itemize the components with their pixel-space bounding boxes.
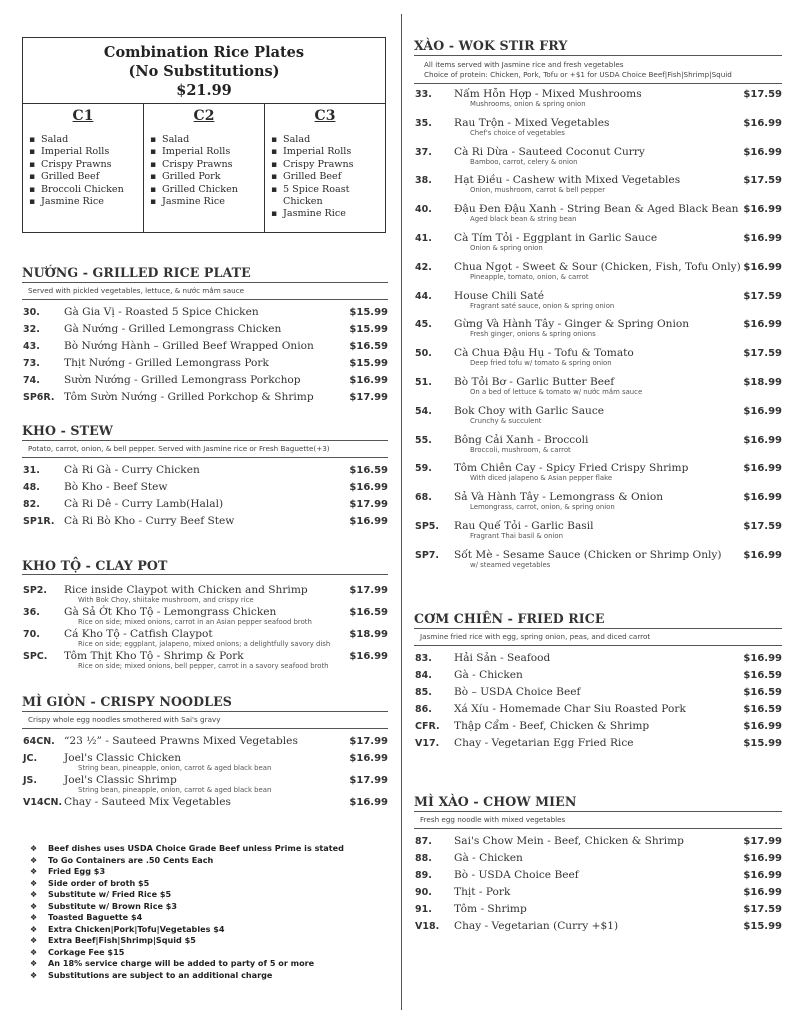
item-code: CFR. [415,721,440,732]
item-code: 36. [23,607,40,618]
section-title: NƯỚNG - GRILLED RICE PLATE [22,265,251,280]
item-name: Tôm - Shrimp [454,903,527,915]
item-name: Cà Tím Tỏi - Eggplant in Garlic Sauce [454,231,658,244]
item-code: 89. [415,870,432,881]
item-price: $16.59 [349,607,388,618]
item-name: Sả Và Hành Tây - Lemongrass & Onion [454,491,664,504]
item-name: Joel's Classic Shrimp [64,774,177,786]
section-chow-mien [414,793,782,937]
menu-item [22,464,388,481]
item-code: 41. [415,232,432,244]
combination-subtitle: (No Substitutions) [128,63,280,80]
item-price: $17.59 [743,290,782,302]
combo-item: ▪ Jasmine Rice [271,208,379,220]
item-code: 84. [415,670,432,681]
combo-item: ▪ Imperial Rolls [150,146,258,158]
item-description: Aged black bean & string bean [470,215,577,224]
menu-item [414,347,782,376]
menu-item [414,203,782,232]
item-name: Gà Nướng - Grilled Lemongrass Chicken [64,323,282,335]
note-item: ❖ Substitute w/ Brown Rice $3 [22,901,388,913]
combination-price: $21.99 [176,82,232,99]
menu-item [414,720,782,737]
combo-code: C1 [72,108,94,124]
item-name: Thịt Nướng - Grilled Lemongrass Pork [64,357,269,369]
item-name: Bò Nướng Hành – Grilled Beef Wrapped Onion [64,340,314,352]
section-title: MÌ XÀO - CHOW MIEN [414,794,577,809]
item-name: Chay - Vegetarian (Curry +$1) [454,920,619,932]
item-price: $16.59 [743,670,782,681]
item-code: JS. [23,775,37,786]
combo-item: ▪ Jasmine Rice [29,196,137,208]
item-description: Rice on side; mixed onions, bell pepper, carrot in a savory seafood broth [78,662,329,670]
item-price: $17.59 [743,520,782,532]
item-price: $16.99 [743,870,782,881]
item-code: V18. [415,921,440,932]
item-price: $16.99 [743,549,782,561]
section-note: Served with pickled vegetables, lettuce, & nước mắm sauce [22,282,388,300]
item-price: $16.59 [743,687,782,698]
item-description: w/ steamed vegetables [470,560,551,569]
combo-item: ▪ Imperial Rolls [29,146,137,158]
item-description: Onion & spring onion [470,243,543,252]
item-code: 68. [415,492,432,504]
section-title: CƠM CHIÊN - FRIED RICE [414,611,605,626]
item-name: Hạt Điều - Cashew with Mixed Vegetables [454,174,681,187]
item-price: $17.59 [743,175,782,187]
menu-item [414,737,782,754]
item-description: Fresh ginger, onions & spring onions [470,330,596,339]
item-name: Gà - Chicken [454,852,523,864]
item-description: Onion, mushroom, carrot & bell pepper [470,186,606,195]
item-price: $16.99 [349,482,388,493]
item-name: Xá Xíu - Homemade Char Siu Roasted Pork [454,703,686,715]
item-price: $17.59 [743,904,782,915]
item-code: V17. [415,738,440,749]
item-price: $16.99 [743,319,782,331]
item-code: JC. [23,753,38,764]
item-code: 86. [415,704,432,715]
item-name: Đậu Đen Đậu Xanh - String Bean & Aged Black Bean [454,203,739,216]
item-price: $16.99 [349,753,388,764]
item-code: 42. [415,261,432,273]
item-price: $15.99 [349,358,388,369]
item-price: $17.99 [743,836,782,847]
menu-item [22,498,388,515]
item-name: “23 ½” - Sauteed Prawns Mixed Vegetables [64,735,298,747]
combo-item: ▪ Grilled Beef [29,171,137,183]
combo-item: ▪ Jasmine Rice [150,196,258,208]
item-price: $17.99 [349,499,388,510]
item-name: Bò - USDA Choice Beef [454,869,579,881]
section-title: MÌ GIÒN - CRISPY NOODLES [22,694,232,709]
combination-plates-box [22,37,386,233]
menu-item [414,232,782,261]
combo-item: ▪ Salad [150,134,258,146]
section-title: KHO TỘ - CLAY POT [22,557,388,575]
menu-item [414,652,782,669]
menu-item [414,117,782,146]
item-code: 31. [23,465,40,476]
menu-item [22,735,388,752]
item-description: String bean, pineapple, onion, carrot & aged black bean [78,786,272,794]
combo-item: ▪ Grilled Pork [150,171,258,183]
item-description: Lemongrass, carrot, onion, & spring onion [470,503,615,512]
combo-column-c2 [143,104,264,232]
combo-item: ▪ Salad [271,134,379,146]
menu-item [414,405,782,434]
item-name: Rau Quế Tỏi - Garlic Basil [454,519,594,532]
combo-item: ▪ Imperial Rolls [271,146,379,158]
item-price: $15.99 [743,921,782,932]
note-item: ❖ An 18% service charge will be added to party of 5 or more [22,958,388,970]
item-code: 59. [415,463,432,475]
menu-item [22,515,388,532]
item-name: Thịt - Pork [454,886,511,898]
menu-item [414,434,782,463]
item-price: $16.99 [743,853,782,864]
combination-header [23,38,385,104]
item-code: 64CN. [23,736,55,747]
menu-item [22,650,388,672]
item-price: $16.99 [743,463,782,475]
item-name: Gừng Và Hành Tây - Ginger & Spring Onion [454,318,690,331]
item-name: Bông Cải Xanh - Broccoli [454,433,589,446]
menu-item [414,886,782,903]
section-grilled-rice-plate [22,264,388,408]
menu-item [414,703,782,720]
note-item: ❖ Extra Chicken|Pork|Tofu|Vegetables $4 [22,924,388,936]
section-note: Crispy whole egg noodles smothered with Sai's gravy [22,711,388,729]
menu-item [22,340,388,357]
item-code: SP7. [415,549,440,561]
item-price: $16.99 [743,405,782,417]
item-description: Pineapple, tomato, onion, & carrot [470,272,589,281]
combo-item: ▪ 5 Spice Roast Chicken [271,184,379,209]
item-price: $16.99 [743,653,782,664]
item-description: Fragrant Thai basil & onion [470,531,563,540]
item-name: Sườn Nướng - Grilled Lemongrass Porkchop [64,374,301,386]
item-price: $18.99 [349,629,388,640]
item-code: 83. [415,653,432,664]
combo-code: C2 [193,108,215,124]
menu-item [414,462,782,491]
item-price: $17.59 [743,89,782,100]
item-price: $16.99 [743,434,782,446]
menu-item [22,774,388,796]
menu-item [22,357,388,374]
section-fried-rice [414,610,782,754]
note-item: ❖ Substitutions are subject to an additional charge [22,970,388,982]
item-code: 48. [23,482,40,493]
item-name: Bò Kho - Beef Stew [64,481,168,493]
item-description: Chef's choice of vegetables [470,128,565,137]
menu-item [22,796,388,813]
item-name: Bò Tỏi Bơ - Garlic Butter Beef [454,375,615,388]
note-item: ❖ Corkage Fee $15 [22,947,388,959]
item-price: $16.99 [349,516,388,527]
item-name: Gà Gia Vị - Roasted 5 Spice Chicken [64,306,259,318]
item-code: SP1R. [23,516,55,527]
item-name: Rau Trộn - Mixed Vegetables [454,116,610,129]
item-name: Chay - Vegetarian Egg Fried Rice [454,737,634,749]
item-code: SP6R. [23,392,55,403]
item-price: $17.99 [349,585,388,596]
menu-item [414,852,782,869]
item-code: 87. [415,836,432,847]
item-description: String bean, pineapple, onion, carrot & aged black bean [78,764,272,772]
combo-item: ▪ Crispy Prawns [271,159,379,171]
item-description: Bamboo, carrot, celery & onion [470,157,578,166]
menu-notes [22,843,388,981]
item-price: $16.99 [743,721,782,732]
item-name: Gà - Chicken [454,669,523,681]
section-note: Potato, carrot, onion, & bell pepper. Served with Jasmine rice or Fresh Baguette(+3) [22,440,388,458]
item-name: Hải Sản - Seafood [454,652,551,664]
menu-item [414,835,782,852]
item-description: Rice on side; eggplant, jalapeno, mixed onions; a delightfully savory dish [78,640,331,648]
combo-item: ▪ Crispy Prawns [29,159,137,171]
item-name: Tôm Sườn Nướng - Grilled Porkchop & Shrimp [64,391,314,403]
item-code: 73. [23,358,40,369]
combo-code: C3 [314,108,336,124]
item-code: 37. [415,146,432,158]
section-wok-stir-fry [414,37,782,578]
item-name: Tôm Thịt Kho Tộ - Shrimp & Pork [64,650,244,662]
column-divider [401,14,402,1010]
menu-item [414,520,782,549]
menu-item [414,146,782,175]
item-name: Tôm Chiên Cay - Spicy Fried Crispy Shrimp [454,462,689,475]
note-item: ❖ Toasted Baguette $4 [22,912,388,924]
item-code: 54. [415,405,432,417]
section-note-line: All items served with Jasmine rice and fresh vegetables [424,60,624,69]
item-price: $17.99 [349,736,388,747]
menu-item [414,920,782,937]
item-name: Cà Ri Bò Kho - Curry Beef Stew [64,515,235,527]
item-name: Cà Ri Dừa - Sauteed Coconut Curry [454,145,645,158]
item-name: Nấm Hỗn Hợp - Mixed Mushrooms [454,88,642,100]
section-note: Jasmine fried rice with egg, spring onion, peas, and diced carrot [414,628,782,646]
note-item: ❖ To Go Containers are .50 Cents Each [22,855,388,867]
note-item: ❖ Fried Egg $3 [22,866,388,878]
item-description: Broccoli, mushroom, & carrot [470,445,571,454]
item-price: $17.99 [349,392,388,403]
menu-item [414,549,782,578]
menu-item [414,376,782,405]
item-description: Mushrooms, onion & spring onion [470,100,586,108]
item-name: Bò – USDA Choice Beef [454,686,581,698]
item-price: $17.99 [349,775,388,786]
item-name: Cá Kho Tộ - Catfish Claypot [64,628,213,640]
item-name: Rice inside Claypot with Chicken and Shrimp [64,584,308,596]
menu-item [22,323,388,340]
item-price: $15.99 [349,307,388,318]
item-code: 70. [23,629,40,640]
combo-item: ▪ Grilled Chicken [150,184,258,196]
item-price: $18.99 [743,376,782,388]
item-price: $15.99 [743,738,782,749]
menu-item [414,869,782,886]
item-code: 90. [415,887,432,898]
item-code: 38. [415,175,432,187]
item-price: $16.99 [743,117,782,129]
section-title: XÀO - WOK STIR FRY [414,38,568,53]
item-price: $16.99 [743,146,782,158]
item-name: House Chili Saté [454,289,545,302]
menu-item [414,174,782,203]
item-price: $16.59 [349,341,388,352]
item-name: Gà Sả Ớt Kho Tộ - Lemongrass Chicken [64,606,277,618]
section-note: Fresh egg noodle with mixed vegetables [414,811,782,829]
section-title: KHO - STEW [22,423,114,438]
item-code: SPC. [23,651,48,662]
item-code: 30. [23,307,40,318]
menu-item [414,669,782,686]
item-code: 33. [415,89,432,100]
item-code: 44. [415,290,432,302]
combo-column-c3 [264,104,385,232]
combo-column-c1 [23,104,143,232]
item-code: 50. [415,348,432,360]
item-price: $16.99 [349,375,388,386]
item-description: Fragrant saté sauce, onion & spring onion [470,301,615,310]
item-code: 45. [415,319,432,331]
item-name: Joel's Classic Chicken [64,752,182,764]
section-clay-pot [22,557,388,672]
menu-item [22,584,388,606]
menu-item [22,481,388,498]
item-code: 51. [415,376,432,388]
menu-item [414,491,782,520]
item-code: SP2. [23,585,48,596]
item-price: $17.59 [743,348,782,360]
note-item: ❖ Extra Beef|Fish|Shrimp|Squid $5 [22,935,388,947]
item-code: 74. [23,375,40,386]
menu-item [414,261,782,290]
item-code: 43. [23,341,40,352]
section-stew [22,422,388,532]
item-price: $16.99 [743,261,782,273]
note-item: ❖ Side order of broth $5 [22,878,388,890]
menu-item [414,686,782,703]
item-description: With diced jalapeno & Asian pepper flake [470,474,613,483]
menu-item [22,306,388,323]
combo-item: ▪ Grilled Beef [271,171,379,183]
item-name: Sai's Chow Mein - Beef, Chicken & Shrimp [454,835,684,847]
menu-item [414,903,782,920]
item-code: 91. [415,904,432,915]
combo-item: ▪ Broccoli Chicken [29,184,137,196]
menu-item [22,752,388,774]
menu-item [22,606,388,628]
item-code: SP5. [415,520,440,532]
item-description: Rice on side; mixed onions, carrot in an Asian pepper seafood broth [78,618,312,626]
item-price: $16.99 [743,887,782,898]
section-note-line: Choice of protein: Chicken, Pork, Tofu or +$1 for USDA Choice Beef|Fish|Shrimp|Squid [424,69,732,79]
item-code: V14CN. [23,797,63,808]
item-price: $16.59 [743,704,782,715]
item-price: $16.99 [349,797,388,808]
item-description: Deep fried tofu w/ tomato & spring onion [470,359,612,368]
menu-item [22,391,388,408]
item-code: 35. [415,117,432,129]
section-note [414,55,782,84]
note-item: ❖ Substitute w/ Fried Rice $5 [22,889,388,901]
menu-item [414,290,782,319]
menu-item [414,318,782,347]
note-item: ❖ Beef dishes uses USDA Choice Grade Beef unless Prime is stated [22,843,388,855]
item-price: $16.99 [743,204,782,216]
combo-item: ▪ Salad [29,134,137,146]
item-name: Thập Cẩm - Beef, Chicken & Shrimp [454,720,650,732]
item-code: 40. [415,204,432,216]
item-name: Chay - Sauteed Mix Vegetables [64,796,231,808]
item-code: 32. [23,324,40,335]
menu-item [414,88,782,117]
section-crispy-noodles [22,693,388,813]
item-price: $16.59 [349,465,388,476]
item-price: $16.99 [349,651,388,662]
item-description: With Bok Choy, shiitake mushroom, and crispy rice [78,596,254,604]
item-price: $16.99 [743,492,782,504]
item-name: Cà Ri Gà - Curry Chicken [64,464,200,476]
combo-item: ▪ Crispy Prawns [150,159,258,171]
item-price: $15.99 [349,324,388,335]
menu-item [22,374,388,391]
item-description: Crunchy & succulent [470,416,542,425]
item-name: Bok Choy with Garlic Sauce [454,404,605,417]
item-name: Sốt Mè - Sesame Sauce (Chicken or Shrimp Only) [454,548,722,561]
item-description: On a bed of lettuce & tomato w/ nước mắm sauce [470,387,643,396]
combination-title: Combination Rice Plates [103,44,305,61]
item-code: 88. [415,853,432,864]
item-name: Chua Ngọt - Sweet & Sour (Chicken, Fish, Tofu Only) [454,260,741,273]
item-name: Cà Chua Đậu Hụ - Tofu & Tomato [454,347,634,360]
item-name: Cà Ri Dê - Curry Lamb(Halal) [64,498,224,510]
item-code: 85. [415,687,432,698]
item-code: 82. [23,499,40,510]
menu-item [22,628,388,650]
item-price: $16.99 [743,232,782,244]
item-code: 55. [415,434,432,446]
